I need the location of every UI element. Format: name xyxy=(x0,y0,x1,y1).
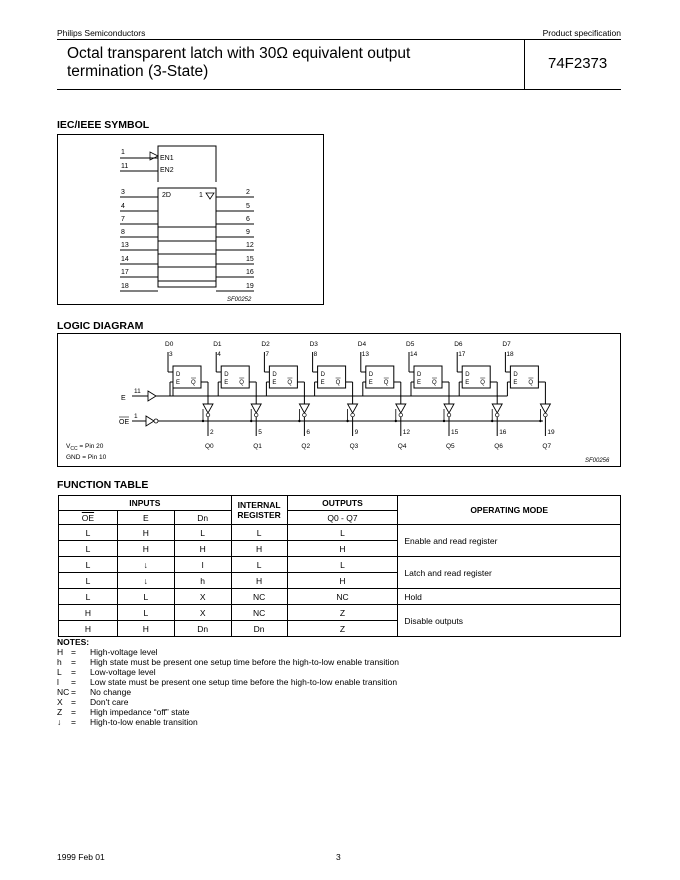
latch-d-label: D xyxy=(368,372,374,378)
cell: l xyxy=(174,557,231,573)
iec-input-pin: 8 xyxy=(121,229,125,236)
d-input-label: D2 xyxy=(261,341,270,348)
cell: H xyxy=(231,541,287,557)
logic-stages xyxy=(165,341,555,450)
e-label: E xyxy=(121,395,126,402)
cell: H xyxy=(231,573,287,589)
iec-output-qualifier: 1 xyxy=(199,192,203,199)
cell: L xyxy=(59,525,118,541)
q-output-pin: 6 xyxy=(306,429,311,436)
iec-output-pin: 5 xyxy=(246,203,250,210)
function-table xyxy=(58,495,621,637)
latch-d-label: D xyxy=(465,372,470,378)
e-col-header: E xyxy=(117,511,174,525)
d-input-label: D4 xyxy=(357,341,367,348)
note-item: H = High-voltage level xyxy=(57,647,158,657)
buffer-bubble-icon xyxy=(447,413,451,417)
q-output-label: Q7 xyxy=(542,443,552,450)
note-item: NC = No change xyxy=(57,687,132,697)
d-input-pin: 18 xyxy=(506,351,514,358)
e-buffer-icon xyxy=(148,391,156,401)
cell: NC xyxy=(287,589,398,605)
latch-q-label: Q xyxy=(239,380,244,386)
iec-input-pin: 13 xyxy=(121,242,129,249)
q-output-pin: 15 xyxy=(451,429,459,436)
cell: L xyxy=(287,525,398,541)
part-number: 74F2373 xyxy=(548,55,608,72)
page-number: 3 xyxy=(336,852,341,862)
latch-e-label: E xyxy=(417,380,422,386)
latch-q-label: Q xyxy=(191,380,196,386)
latch-e-label: E xyxy=(513,380,518,386)
iec-input-pin: 14 xyxy=(121,256,129,263)
tristate-buffer-icon xyxy=(540,404,550,413)
cell: L xyxy=(231,557,287,573)
q-output-pin: 9 xyxy=(354,429,359,436)
table-row xyxy=(59,525,621,541)
d-input-label: D6 xyxy=(454,341,463,348)
iec-input-pin: 17 xyxy=(121,269,129,276)
notes xyxy=(57,637,400,727)
e-pin: 11 xyxy=(134,388,141,395)
latch-d-label: D xyxy=(320,372,325,378)
d-input-label: D7 xyxy=(502,341,511,348)
iec-en1-label: EN1 xyxy=(160,155,174,162)
d-input-label: D1 xyxy=(213,341,222,348)
tristate-buffer-icon xyxy=(492,404,502,413)
cell: NC xyxy=(231,605,287,621)
buffer-bubble-icon xyxy=(206,413,210,417)
operating-mode-header: OPERATING MODE xyxy=(398,496,621,525)
oe-bubble-icon xyxy=(154,419,158,423)
dn-col-header: Dn xyxy=(174,511,231,525)
d-input-pin: 3 xyxy=(169,351,173,358)
latch-q-label: Q xyxy=(528,380,534,386)
note-item: ↓ = High-to-low enable transition xyxy=(57,717,198,727)
logic-figure-code: SF00256 xyxy=(585,458,610,464)
iec-input-pin: 4 xyxy=(121,203,125,210)
iec-input-pin: 18 xyxy=(121,283,129,290)
company-name: Philips Semiconductors xyxy=(57,28,146,38)
mode-enable-read: Enable and read register xyxy=(398,525,621,557)
table-row xyxy=(59,557,621,573)
latch-e-label: E xyxy=(224,380,229,386)
cell: H xyxy=(117,525,174,541)
iec-output-pin: 15 xyxy=(246,256,254,263)
iec-output-pin: 6 xyxy=(246,216,250,223)
latch-d-label: D xyxy=(176,372,181,378)
q-output-label: Q5 xyxy=(446,443,455,450)
buffer-bubble-icon xyxy=(351,413,355,417)
d-input-pin: 14 xyxy=(410,351,418,358)
tristate-buffer-icon xyxy=(348,404,358,413)
footer-date: 1999 Feb 01 xyxy=(57,852,105,862)
q-output-label: Q4 xyxy=(397,443,407,450)
q-output-pin: 12 xyxy=(402,429,411,436)
tristate-buffer-icon xyxy=(203,404,213,413)
oe-col-header: $\overline{OE}$ xyxy=(59,511,118,525)
outputs-header: OUTPUTS xyxy=(287,496,398,511)
d-input-label: D5 xyxy=(406,341,415,348)
q-output-label: Q2 xyxy=(301,443,311,450)
cell: Dn xyxy=(174,621,231,637)
d-input-pin: 7 xyxy=(265,351,270,358)
logic-diagram-heading: LOGIC DIAGRAM xyxy=(57,320,144,332)
cell: X xyxy=(174,589,231,605)
tristate-buffer-icon xyxy=(299,404,309,413)
iec-symbol-heading: IEC/IEEE SYMBOL xyxy=(57,119,150,131)
q-output-pin: 16 xyxy=(499,429,507,436)
d-input-pin: 17 xyxy=(458,351,466,358)
buffer-bubble-icon xyxy=(303,413,307,417)
note-item: h = High state must be present one setup time before the high-to-low enable transition xyxy=(57,657,400,667)
note-item: Z = High impedance “off” state xyxy=(57,707,190,717)
cell: L xyxy=(117,605,174,621)
cell: ↓ xyxy=(117,573,174,589)
latch-q-label: Q xyxy=(383,380,389,386)
cell: L xyxy=(117,589,174,605)
cell: L xyxy=(59,541,118,557)
cell: L xyxy=(59,573,118,589)
iec-ctl-pin-11: 11 xyxy=(121,163,129,170)
d-input-label: D0 xyxy=(165,341,174,348)
latch-e-label: E xyxy=(176,380,181,386)
iec-ctl-pin-1: 1 xyxy=(121,149,125,156)
tristate-buffer-icon xyxy=(396,404,406,413)
gnd-legend: GND = Pin 10 xyxy=(66,454,107,461)
iec-output-pin: 19 xyxy=(246,283,254,290)
oe-inverter-icon xyxy=(146,416,154,426)
q-output-label: Q3 xyxy=(349,443,359,450)
iec-output-pin: 12 xyxy=(246,242,254,249)
cell: h xyxy=(174,573,231,589)
q-output-pin: 5 xyxy=(258,429,262,436)
latch-q-label: Q xyxy=(335,380,341,386)
d-input-pin: 4 xyxy=(217,351,221,358)
latch-e-label: E xyxy=(465,380,470,386)
buffer-bubble-icon xyxy=(544,413,548,417)
cell: H xyxy=(287,573,398,589)
inputs-header: INPUTS xyxy=(59,496,232,511)
latch-e-label: E xyxy=(368,380,373,386)
mode-hold: Hold xyxy=(398,589,621,605)
doc-type: Product specification xyxy=(542,28,621,38)
buffer-bubble-icon xyxy=(254,413,258,417)
latch-q-label: Q xyxy=(287,380,293,386)
q-col-header: Q0 - Q7 xyxy=(287,511,398,525)
cell: H xyxy=(174,541,231,557)
iec-output-pin: 16 xyxy=(246,269,254,276)
internal-register-header: INTERNAL REGISTER xyxy=(231,496,287,525)
cell: H xyxy=(117,541,174,557)
cell: ↓ xyxy=(117,557,174,573)
title-line-1: Octal transparent latch with 30Ω equivalent output xyxy=(67,45,411,62)
q-output-pin: 2 xyxy=(210,429,214,436)
vcc-legend: $V_{CC}$ = Pin 20 xyxy=(66,443,104,452)
latch-d-label: D xyxy=(513,372,518,378)
q-output-label: Q1 xyxy=(253,443,262,450)
logic-frame xyxy=(58,334,621,467)
q-output-label: Q6 xyxy=(494,443,503,450)
cell: Z xyxy=(287,621,398,637)
iec-en2-label: EN2 xyxy=(160,167,174,174)
latch-e-label: E xyxy=(320,380,325,386)
tristate-buffer-icon xyxy=(251,404,261,413)
latch-d-label: D xyxy=(224,372,229,378)
oe-label: OE xyxy=(119,419,130,426)
latch-d-label: D xyxy=(417,372,422,378)
cell: L xyxy=(231,525,287,541)
note-item: L = Low-voltage level xyxy=(57,667,156,677)
d-input-pin: 8 xyxy=(313,351,318,358)
cell: H xyxy=(117,621,174,637)
iec-2d-label: 2D xyxy=(162,192,171,199)
table-row xyxy=(59,605,621,621)
cell: H xyxy=(59,605,118,621)
notes-title: NOTES: xyxy=(57,637,90,647)
mode-latch-read: Latch and read register xyxy=(398,557,621,589)
q-output-label: Q0 xyxy=(205,443,214,450)
cell: NC xyxy=(231,589,287,605)
cell: X xyxy=(174,605,231,621)
cell: L xyxy=(59,557,118,573)
function-table-heading: FUNCTION TABLE xyxy=(57,479,149,491)
note-item: l = Low state must be present one setup time before the high-to-low enable transition xyxy=(57,677,398,687)
iec-output-pin: 2 xyxy=(246,189,250,196)
latch-q-label: Q xyxy=(480,380,485,386)
buffer-bubble-icon xyxy=(495,413,499,417)
cell: L xyxy=(174,525,231,541)
cell: Dn xyxy=(231,621,287,637)
note-item: X = Don't care xyxy=(57,697,129,707)
d-input-label: D3 xyxy=(309,341,318,348)
iec-input-pin: 3 xyxy=(121,189,125,196)
iec-figure-code: SF00252 xyxy=(227,297,252,303)
cell: L xyxy=(287,557,398,573)
latch-e-label: E xyxy=(272,380,277,386)
table-row xyxy=(59,589,621,605)
title-line-2: termination (3-State) xyxy=(67,63,209,80)
iec-output-pin: 9 xyxy=(246,229,250,236)
buffer-bubble-icon xyxy=(399,413,403,417)
cell: H xyxy=(59,621,118,637)
iec-input-pin: 7 xyxy=(121,216,125,223)
q-output-pin: 19 xyxy=(547,429,555,436)
cell: L xyxy=(59,589,118,605)
tristate-buffer-icon xyxy=(444,404,454,413)
latch-q-label: Q xyxy=(432,380,437,386)
latch-d-label: D xyxy=(272,372,277,378)
cell: H xyxy=(287,541,398,557)
oe-pin: 1 xyxy=(134,413,138,420)
mode-disable-outputs: Disable outputs xyxy=(398,605,621,637)
cell: Z xyxy=(287,605,398,621)
d-input-pin: 13 xyxy=(361,351,370,358)
